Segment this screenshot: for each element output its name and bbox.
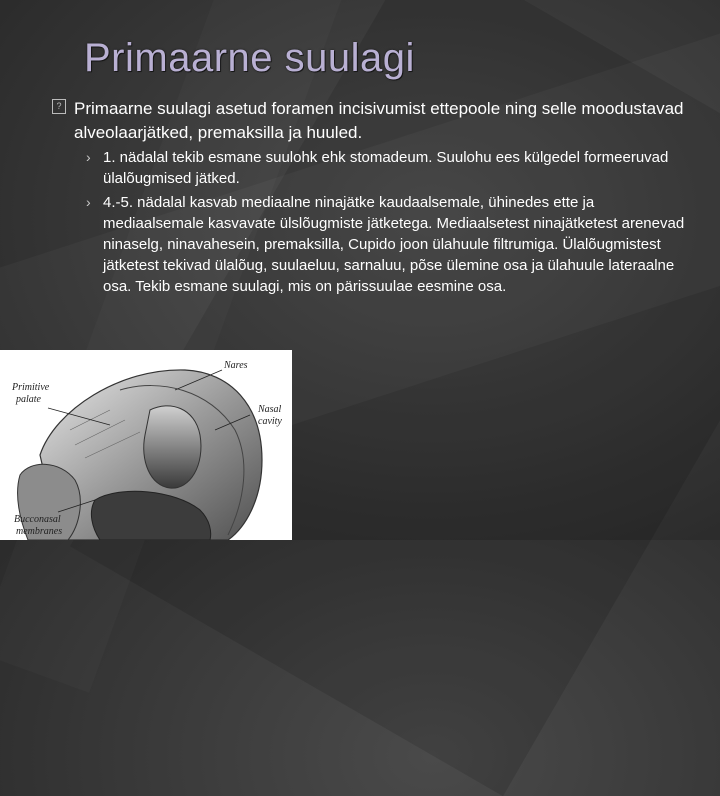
label-bucconasal: Bucconasal — [14, 514, 61, 525]
bullet-box-icon: ? — [52, 99, 66, 114]
sub-bullet-text: 1. nädalal tekib esmane suulohk ehk stomadeum. Suulohu ees külgedel formeeruvad ülalõugmised jätked. — [103, 149, 669, 187]
main-bullet-text: Primaarne suulagi asetud foramen incisivumist ettepoole ning selle moodustavad alveolaarjätked, premaksilla ja huuled. — [74, 99, 684, 142]
main-bullet — [52, 97, 702, 145]
embryo-palate-illustration — [0, 350, 292, 540]
embryo-drawing — [0, 350, 292, 540]
label-cavity: cavity — [258, 416, 282, 427]
label-nasal: Nasal — [258, 404, 282, 415]
label-membranes: membranes — [16, 526, 63, 537]
label-primitive: Primitive — [12, 382, 50, 393]
label-palate: palate — [16, 394, 41, 405]
chevron-right-icon: › — [86, 194, 91, 210]
sub-bullet-text: 4.-5. nädalal kasvab mediaalne ninajätke kaudaalsemale, ühinedes ette ja mediaalsemale kasvavate ülslõugmiste jätketega. Mediaalsetest ninajätketest arenevad ninaselg, ninavahesein, premaksilla, Cupido joon ülahuule filtrumiga. Ülalõugmistest jätketest tekivad ülalõug, suulaeluu, sarnaluu, põse ülemine osa ja ülahuule lateraalne osa. Tekib esmane suulagi, mis on pärissuulae eesmine osa. — [103, 194, 685, 295]
sub-bullet-list — [86, 147, 686, 300]
label-nares: Nares — [224, 360, 248, 371]
slide-title: Primaarne suulagi — [84, 36, 415, 80]
chevron-right-icon: › — [86, 149, 91, 165]
sub-bullet — [86, 192, 686, 297]
sub-bullet — [86, 147, 686, 189]
